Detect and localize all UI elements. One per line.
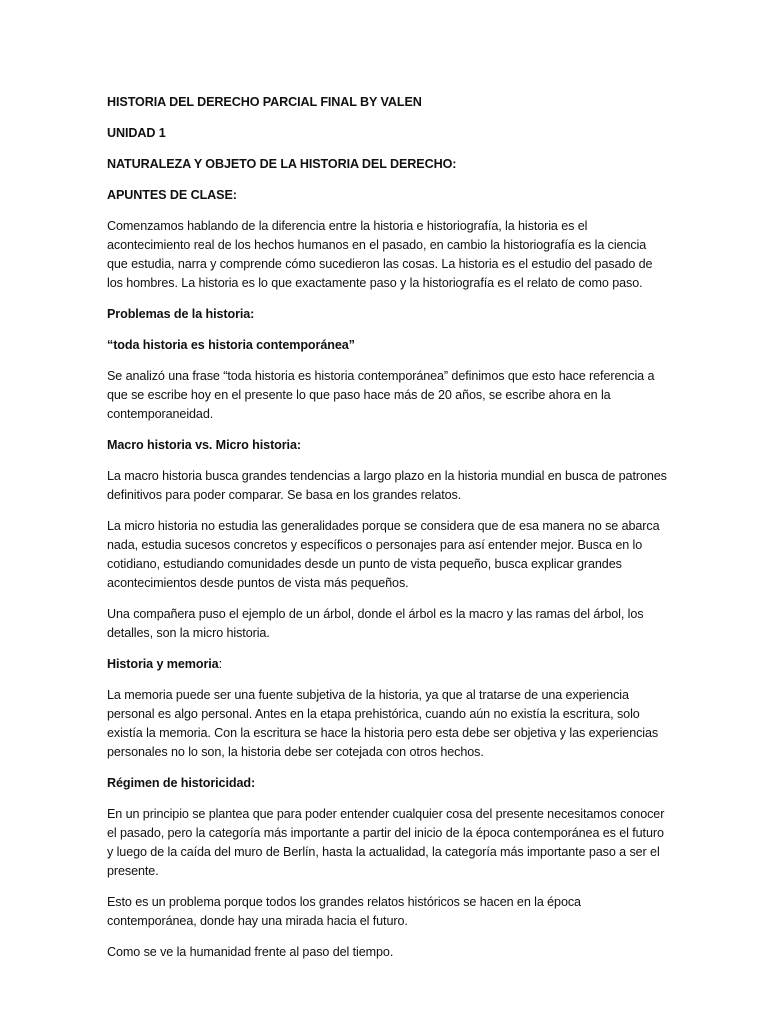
document-page bbox=[107, 93, 667, 974]
quote-paragraph: Se analizó una frase “toda historia es historia contemporánea” definimos que esto hace referencia a que se escribe hoy en el presente lo que paso hace más de 20 años, se escribe ahora en la contemporaneidad. bbox=[107, 369, 655, 421]
regime-paragraph: En un principio se plantea que para poder entender cualquier cosa del presente necesitamos conocer el pasado, pero la categoría más importante a partir del inicio de la época contemporánea es el futuro y luego de la caída del muro de Berlín, hasta la actualidad, la categoría más importante paso a ser el presente. bbox=[107, 807, 665, 878]
memory-heading: Historia y memoria bbox=[107, 657, 219, 671]
section-heading: NATURALEZA Y OBJETO DE LA HISTORIA DEL DERECHO: bbox=[107, 157, 457, 171]
macro-paragraph: La macro historia busca grandes tendencias a largo plazo en la historia mundial en busca de patrones definitivos para poder comparar. Se basa en los grandes relatos. bbox=[107, 469, 667, 502]
regime-heading: Régimen de historicidad: bbox=[107, 776, 256, 790]
micro-paragraph: La micro historia no estudia las generalidades porque se considera que de esa manera no se abarca nada, estudia sucesos concretos y específicos o personajes para así entender mejor. Busca en lo cotidiano, estudiando comunidades desde un punto de vista pequeño, busca explicar grandes acontecimientos desde puntos de vista más pequeños. bbox=[107, 519, 660, 590]
memory-heading-colon: : bbox=[218, 657, 222, 671]
notes-heading: APUNTES DE CLASE: bbox=[107, 188, 237, 202]
tree-paragraph: Una compañera puso el ejemplo de un árbol, donde el árbol es la macro y las ramas del árbol, los detalles, son la micro historia. bbox=[107, 607, 644, 640]
document-title: HISTORIA DEL DERECHO PARCIAL FINAL BY VALEN bbox=[107, 95, 422, 109]
intro-paragraph: Comenzamos hablando de la diferencia entre la historia e historiografía, la historia es el acontecimiento real de los hechos humanos en el pasado, en cambio la historiografía es la ciencia que estudia, narra y comprende cómo sucedieron las cosas. La historia es el estudio del pasado de los hombres. La historia es lo que exactamente paso y la historiografía es el relato de como paso. bbox=[107, 219, 653, 290]
memory-paragraph: La memoria puede ser una fuente subjetiva de la historia, ya que al tratarse de una experiencia personal es algo personal. Antes en la etapa prehistórica, cuando aún no existía la escritura, solo existía la memoria. Con la escritura se hace la historia pero esta debe ser objetiva y las experiencias personales no lo son, la historia debe ser cotejada con otros hechos. bbox=[107, 688, 659, 759]
problem-paragraph: Esto es un problema porque todos los grandes relatos históricos se hacen en la época contemporánea, donde hay una mirada hacia el futuro. bbox=[107, 895, 581, 928]
quote-heading: “toda historia es historia contemporánea” bbox=[107, 338, 355, 352]
closing-paragraph: Como se ve la humanidad frente al paso del tiempo. bbox=[107, 945, 394, 959]
problems-heading: Problemas de la historia: bbox=[107, 307, 255, 321]
memory-heading-line bbox=[107, 655, 667, 674]
macro-micro-heading: Macro historia vs. Micro historia: bbox=[107, 438, 301, 452]
unit-label: UNIDAD 1 bbox=[107, 126, 166, 140]
